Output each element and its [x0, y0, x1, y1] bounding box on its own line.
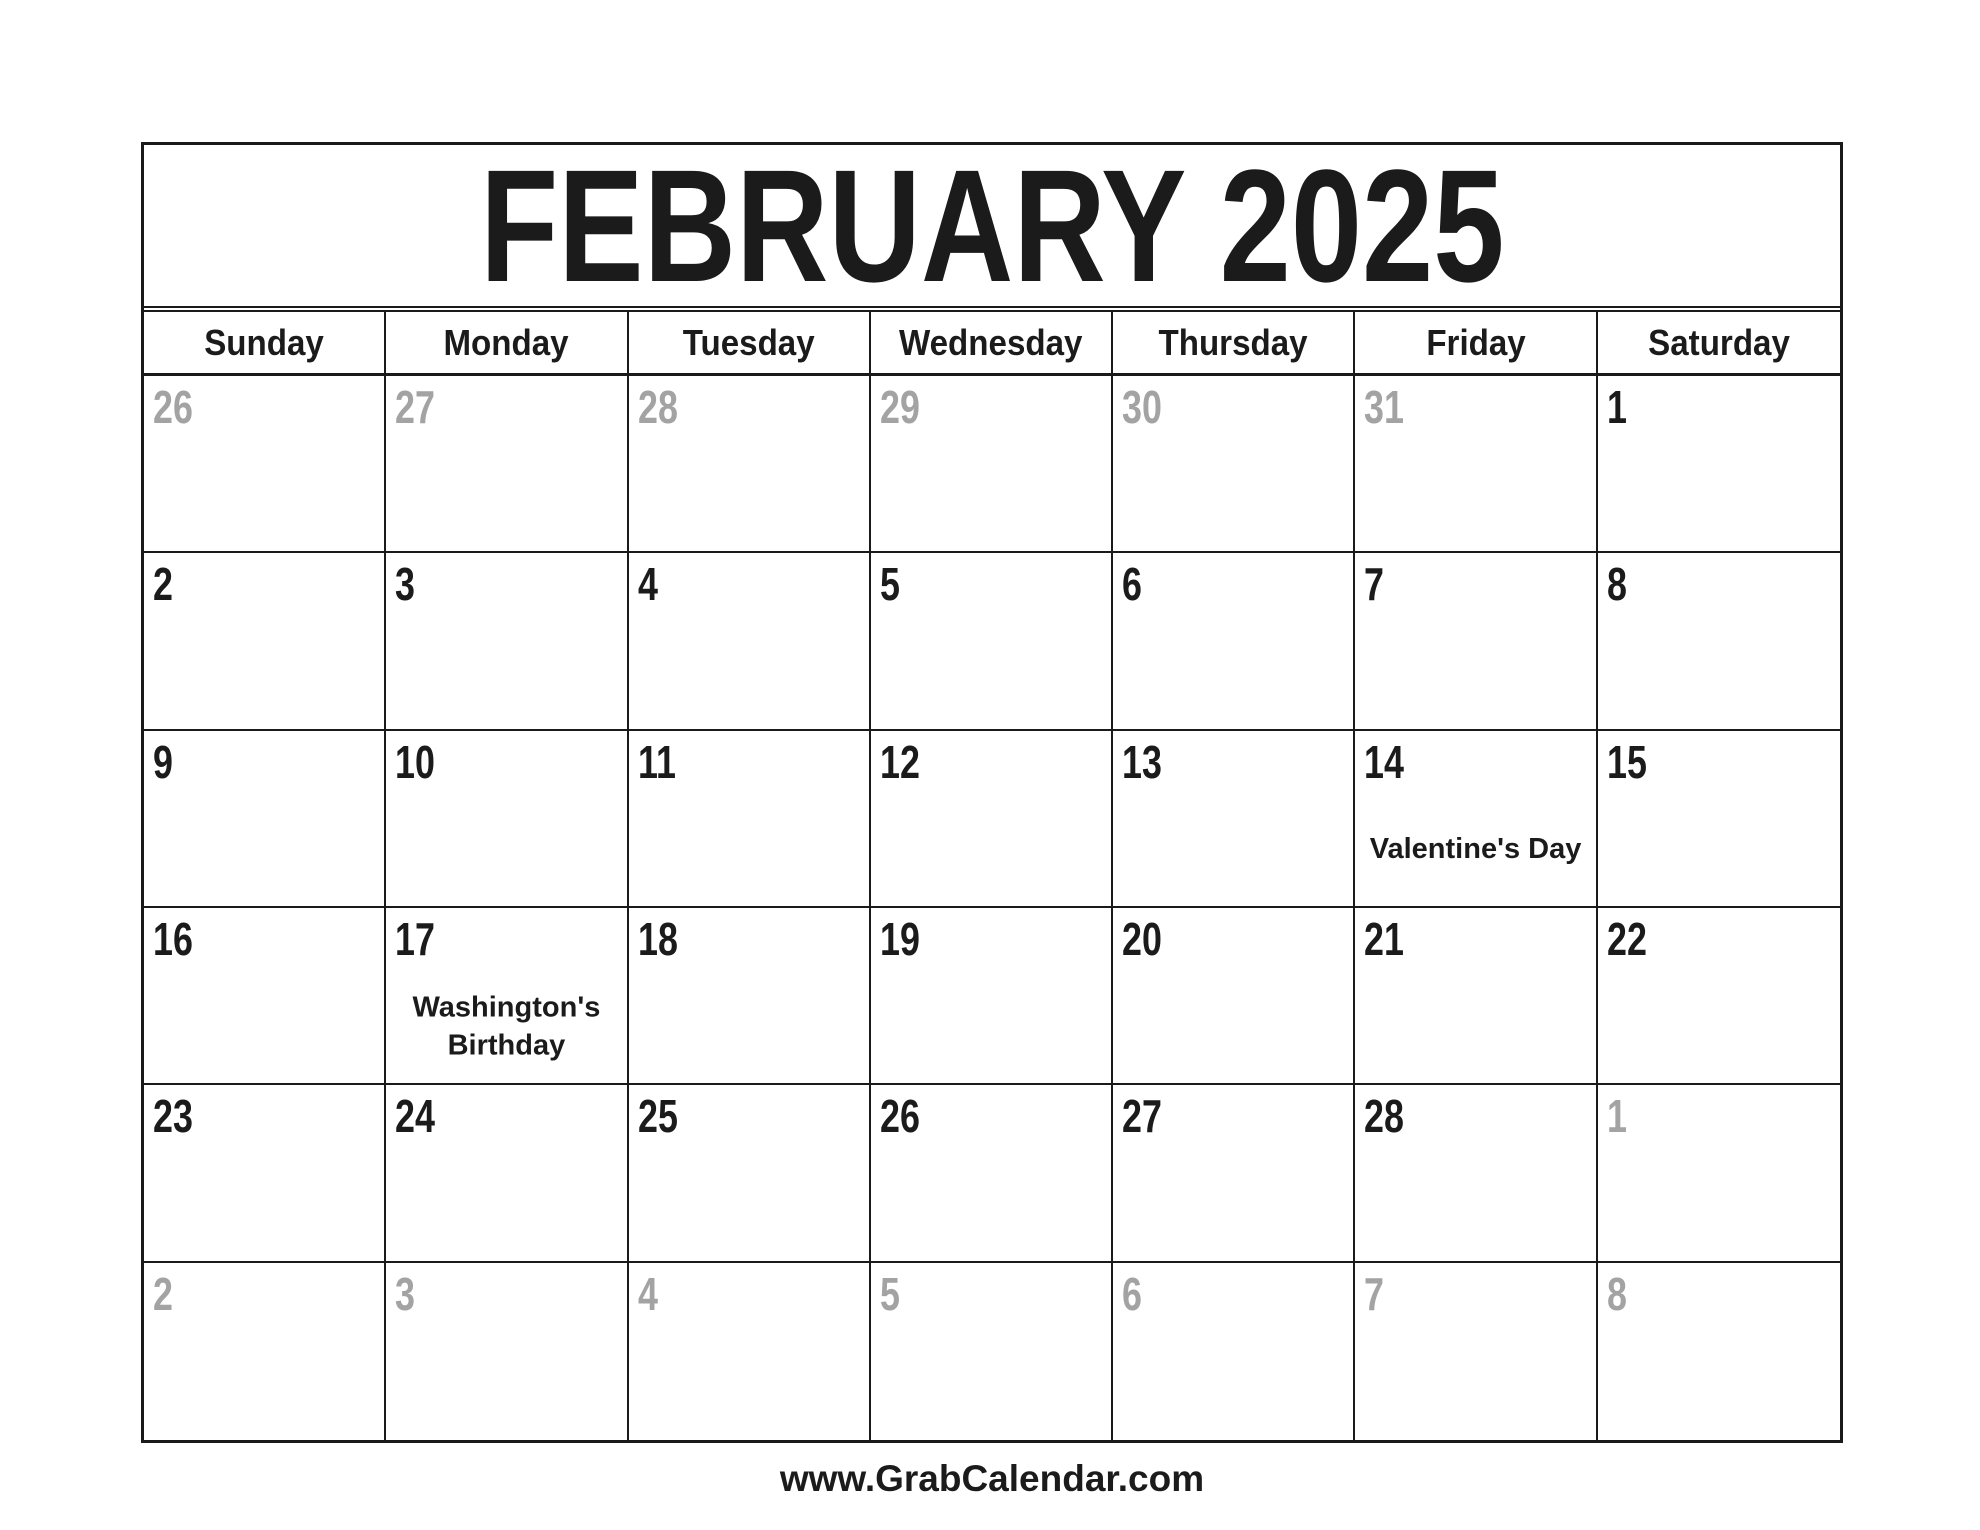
day-number: 27 — [1122, 1090, 1163, 1143]
day-number: 7 — [1364, 558, 1385, 611]
weekday-header-tuesday — [629, 312, 871, 373]
day-cell-week3-12 — [871, 731, 1113, 908]
day-cell-week5-23 — [144, 1085, 386, 1262]
day-cell-week4-19 — [871, 908, 1113, 1085]
weekday-header-friday — [1355, 312, 1597, 373]
day-cell-week6-8-adjacent — [1598, 1263, 1840, 1440]
day-cell-week2-5 — [871, 553, 1113, 730]
day-number: 27 — [395, 381, 436, 433]
day-number: 2 — [153, 558, 173, 611]
calendar-title-cell — [144, 135, 1840, 315]
day-number: 24 — [395, 1090, 436, 1143]
day-cell-week6-3-adjacent — [386, 1263, 628, 1440]
day-number: 1 — [1606, 381, 1627, 433]
day-number: 29 — [879, 381, 920, 433]
day-number: 22 — [1606, 912, 1647, 965]
day-number: 28 — [1364, 1090, 1405, 1143]
day-number: 6 — [1122, 1267, 1143, 1320]
weekday-label: Saturday — [1647, 321, 1790, 363]
day-cell-week5-25 — [629, 1085, 871, 1262]
day-number: 11 — [637, 735, 676, 788]
day-cell-week5-26 — [871, 1085, 1113, 1262]
day-cell-week1-31-adjacent — [1355, 376, 1597, 553]
day-cell-week2-2 — [144, 553, 386, 730]
day-number: 23 — [153, 1090, 193, 1143]
day-number: 12 — [879, 735, 920, 788]
day-number: 4 — [637, 1267, 658, 1320]
day-cell-week1-26-adjacent — [144, 376, 386, 553]
day-cell-week6-5-adjacent — [871, 1263, 1113, 1440]
day-cell-week1-28-adjacent — [629, 376, 871, 553]
day-cell-week1-29-adjacent — [871, 376, 1113, 553]
day-cell-week1-1 — [1598, 376, 1840, 553]
day-cell-week6-7-adjacent — [1355, 1263, 1597, 1440]
day-cell-week2-4 — [629, 553, 871, 730]
day-cell-week2-3 — [386, 553, 628, 730]
day-number: 2 — [153, 1267, 173, 1320]
day-cell-week4-22 — [1598, 908, 1840, 1085]
day-number: 9 — [153, 735, 173, 788]
day-cell-week3-13 — [1113, 731, 1355, 908]
day-number: 30 — [1122, 381, 1163, 433]
day-cell-week3-14 — [1355, 731, 1597, 908]
day-number: 10 — [395, 735, 436, 788]
day-cell-week4-20 — [1113, 908, 1355, 1085]
day-number: 19 — [879, 912, 920, 965]
day-number: 7 — [1364, 1267, 1385, 1320]
day-cell-week4-21 — [1355, 908, 1597, 1085]
day-number: 25 — [637, 1090, 678, 1143]
weekday-header-row — [144, 310, 1840, 376]
day-cell-week3-11 — [629, 731, 871, 908]
day-number: 1 — [1606, 1090, 1627, 1143]
day-cell-week1-30-adjacent — [1113, 376, 1355, 553]
day-number: 15 — [1606, 735, 1647, 788]
day-cell-week4-16 — [144, 908, 386, 1085]
day-cell-week3-10 — [386, 731, 628, 908]
weekday-label: Friday — [1425, 321, 1526, 363]
day-cell-week3-9 — [144, 731, 386, 908]
weekday-header-saturday — [1598, 312, 1840, 373]
day-number: 14 — [1364, 735, 1405, 788]
weekday-header-monday — [386, 312, 628, 373]
calendar-title: FEBRUARY 2025 — [479, 135, 1505, 315]
day-number: 8 — [1606, 558, 1627, 611]
weekday-label: Wednesday — [899, 321, 1083, 363]
day-number: 20 — [1122, 912, 1163, 965]
dates-grid — [144, 376, 1840, 1440]
calendar — [141, 135, 1843, 1443]
weekday-header-thursday — [1113, 312, 1355, 373]
day-cell-week2-8 — [1598, 553, 1840, 730]
day-cell-week5-24 — [386, 1085, 628, 1262]
day-cell-week4-17 — [386, 908, 628, 1085]
day-number: 3 — [395, 558, 416, 611]
day-cell-week6-6-adjacent — [1113, 1263, 1355, 1440]
day-cell-week6-4-adjacent — [629, 1263, 871, 1440]
day-number: 6 — [1122, 558, 1143, 611]
weekday-label: Thursday — [1158, 321, 1308, 363]
day-number: 5 — [879, 558, 900, 611]
day-number: 8 — [1606, 1267, 1627, 1320]
weekday-label: Sunday — [204, 321, 324, 363]
day-number: 21 — [1364, 912, 1405, 965]
day-cell-week2-6 — [1113, 553, 1355, 730]
day-cell-week4-18 — [629, 908, 871, 1085]
day-number: 18 — [637, 912, 678, 965]
day-cell-week3-15 — [1598, 731, 1840, 908]
weekday-header-sunday — [144, 312, 386, 373]
day-number: 26 — [153, 381, 193, 433]
day-cell-week5-28 — [1355, 1085, 1597, 1262]
weekday-header-wednesday — [871, 312, 1113, 373]
day-number: 5 — [879, 1267, 900, 1320]
weekday-label: Tuesday — [682, 321, 815, 363]
day-cell-week1-27-adjacent — [386, 376, 628, 553]
day-number: 16 — [153, 912, 193, 965]
holiday-label: Washington's Birthday — [412, 991, 601, 1062]
footer-url: www.GrabCalendar.com — [779, 1458, 1205, 1499]
day-number: 26 — [879, 1090, 920, 1143]
day-number: 31 — [1364, 381, 1405, 433]
day-cell-week6-2-adjacent — [144, 1263, 386, 1440]
day-number: 3 — [395, 1267, 416, 1320]
day-number: 4 — [637, 558, 658, 611]
day-cell-week2-7 — [1355, 553, 1597, 730]
holiday-label: Valentine's Day — [1369, 833, 1582, 866]
day-number: 28 — [637, 381, 678, 433]
day-cell-week5-1-adjacent — [1598, 1085, 1840, 1262]
day-number: 17 — [395, 912, 436, 965]
day-number: 13 — [1122, 735, 1163, 788]
weekday-label: Monday — [443, 321, 569, 363]
day-cell-week5-27 — [1113, 1085, 1355, 1262]
